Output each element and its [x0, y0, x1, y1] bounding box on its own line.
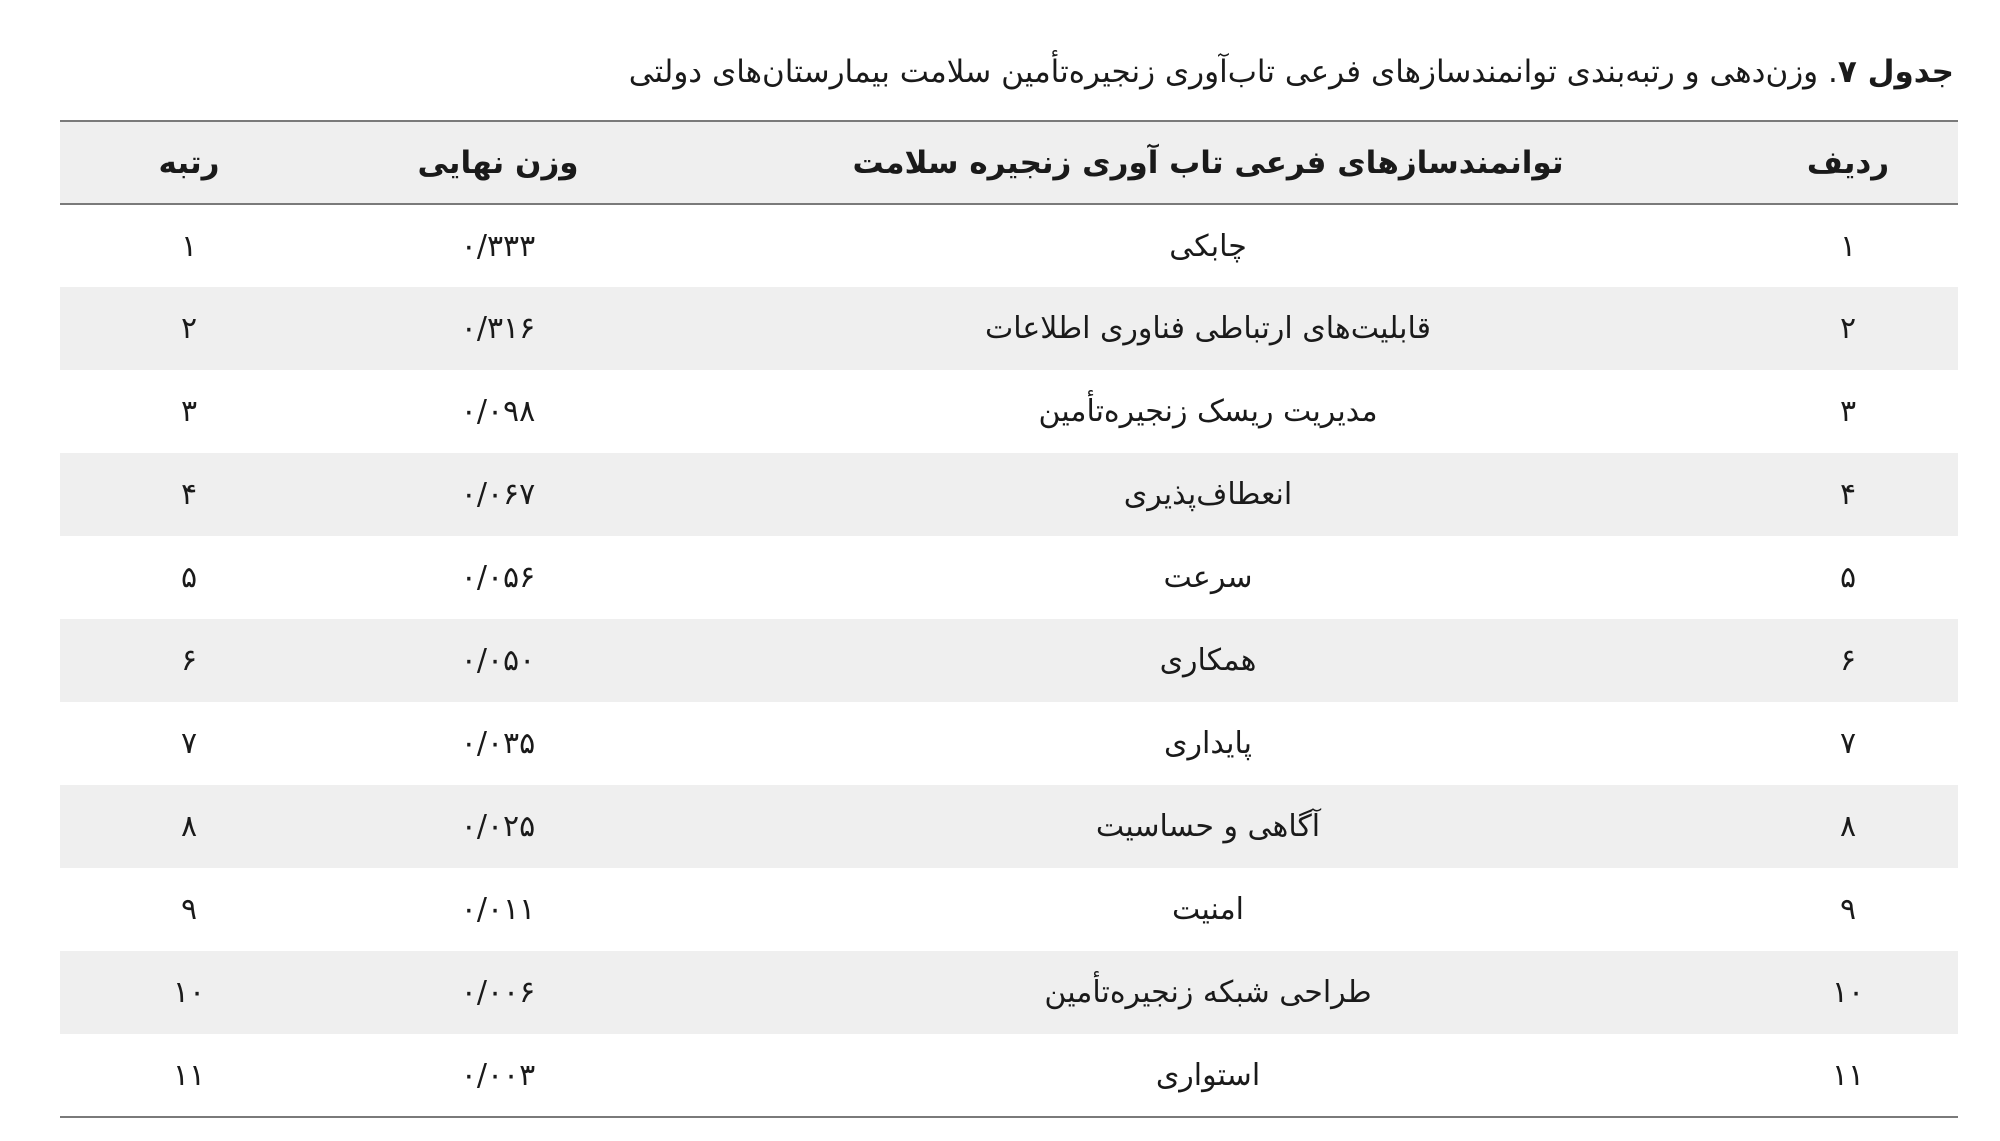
- cell-enabler-name: پایداری: [1164, 726, 1252, 761]
- cell-row-number: ۶: [1839, 643, 1857, 678]
- cell-final-weight: ۰/۰۵۶: [460, 560, 536, 595]
- cell-enabler-name: استواری: [1155, 1057, 1261, 1093]
- cell-row-number: ۵: [1839, 560, 1857, 595]
- cell-enabler-name: آگاهی و حساسیت: [1095, 809, 1321, 844]
- table-header: [60, 121, 1958, 204]
- cell-enabler-name: انعطاف‌پذیری: [1123, 477, 1293, 512]
- table-row: [60, 868, 1958, 951]
- cell-rank: ۹: [180, 892, 198, 927]
- cell-enabler-name: طراحی شبکه زنجیره‌تأمین: [1044, 975, 1372, 1010]
- cell-final-weight: ۰/۰۰۶: [460, 975, 536, 1010]
- table-row: [60, 370, 1958, 453]
- table-container: [60, 120, 1958, 1118]
- cell-final-weight: ۰/۰۲۵: [460, 809, 536, 844]
- caption-label: جدول ۷: [1837, 54, 1954, 90]
- cell-final-weight: ۰/۰۶۷: [460, 477, 536, 512]
- cell-enabler-name: سرعت: [1163, 560, 1253, 595]
- cell-row-number: ۳: [1839, 394, 1857, 429]
- cell-row-number: ۴: [1839, 477, 1857, 512]
- header-enabler-name: توانمندسازهای فرعی تاب آوری زنجیره سلامت: [852, 144, 1564, 181]
- table-row: [60, 1034, 1958, 1117]
- table-row: [60, 204, 1958, 287]
- cell-rank: ۷: [180, 726, 198, 761]
- table-row: [60, 536, 1958, 619]
- cell-final-weight: ۰/۳۳۳: [460, 228, 536, 264]
- cell-row-number: ۱: [1839, 228, 1857, 264]
- cell-final-weight: ۰/۳۱۶: [460, 311, 536, 346]
- cell-final-weight: ۰/۰۱۱: [460, 892, 536, 927]
- caption-text: . وزن‌دهی و رتبه‌بندی توانمندسازهای فرعی تاب‌آوری زنجیره‌تأمین سلامت بیمارستان‌های دولتی: [628, 54, 1838, 90]
- cell-rank: ۶: [180, 643, 198, 678]
- table-row: [60, 453, 1958, 536]
- weights-table: [60, 120, 1958, 1118]
- cell-enabler-name: قابلیت‌های ارتباطی فناوری اطلاعات: [985, 311, 1431, 346]
- cell-rank: ۱۰: [172, 975, 206, 1010]
- cell-final-weight: ۰/۰۹۸: [460, 394, 536, 429]
- header-row-number: ردیف: [1806, 144, 1890, 181]
- header-final-weight: وزن نهایی: [417, 144, 579, 181]
- cell-rank: ۵: [180, 560, 198, 595]
- cell-enabler-name: همکاری: [1159, 643, 1257, 678]
- table-row: [60, 951, 1958, 1034]
- cell-enabler-name: امنیت: [1172, 892, 1244, 927]
- cell-row-number: ۹: [1839, 892, 1857, 927]
- cell-rank: ۴: [180, 477, 198, 512]
- cell-enabler-name: مدیریت ریسک زنجیره‌تأمین: [1038, 394, 1378, 429]
- table-row: [60, 287, 1958, 370]
- table-row: [60, 785, 1958, 868]
- cell-final-weight: ۰/۰۵۰: [460, 643, 536, 678]
- cell-row-number: ۸: [1839, 809, 1857, 844]
- table-caption: [46, 46, 1954, 98]
- cell-enabler-name: چابکی: [1169, 228, 1247, 264]
- cell-rank: ۱: [180, 228, 198, 264]
- cell-rank: ۲: [180, 311, 198, 346]
- header-row: [60, 121, 1958, 204]
- cell-rank: ۱۱: [172, 1057, 206, 1093]
- cell-rank: ۸: [180, 809, 198, 844]
- cell-final-weight: ۰/۰۳۵: [460, 726, 536, 761]
- cell-final-weight: ۰/۰۰۳: [460, 1057, 536, 1093]
- table-row: [60, 702, 1958, 785]
- header-rank: رتبه: [158, 144, 220, 181]
- cell-row-number: ۲: [1839, 311, 1857, 346]
- table-row: [60, 619, 1958, 702]
- cell-rank: ۳: [180, 394, 198, 429]
- cell-row-number: ۱۱: [1831, 1057, 1865, 1093]
- cell-row-number: ۷: [1839, 726, 1857, 761]
- cell-row-number: ۱۰: [1831, 975, 1865, 1010]
- table-body: [60, 204, 1958, 1117]
